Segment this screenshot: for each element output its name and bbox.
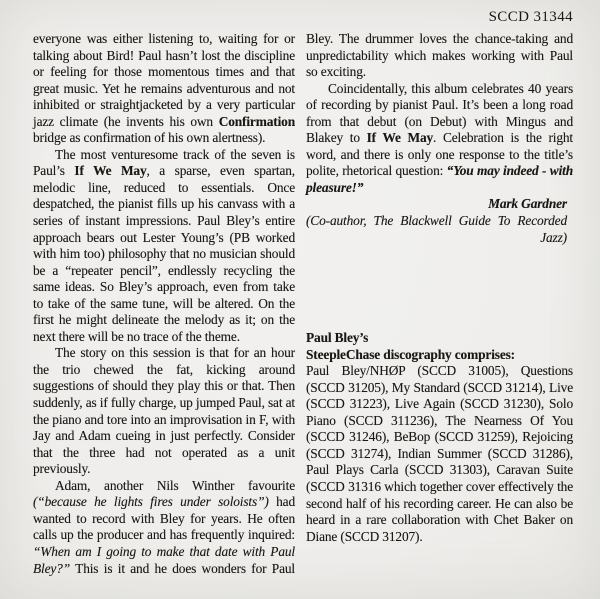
paragraph	[306, 363, 573, 545]
text-run: The most venturesome track of the seven is Paul’s	[33, 146, 295, 179]
text-run: bridge as confirmation of his own alertness).	[33, 130, 266, 146]
text-run: (Co-author, The Blackwell Guide To Recorded Jazz)	[306, 213, 567, 245]
text-run: had wanted to record with Bley for years. He often calls up the producer and has frequently inquired:	[33, 494, 296, 543]
text-run: (“because he lights fires under soloists”)	[33, 494, 269, 510]
text-run: If We May	[74, 163, 147, 179]
paragraph	[33, 147, 295, 346]
paragraph	[33, 31, 295, 147]
paragraph	[306, 31, 573, 81]
text-run: Coincidentally, this album celebrates 40 years of recording by pianist Paul. It’s been a long road from that debut (on Debut) with Mingus and Blakey to	[306, 80, 573, 146]
discography-block	[306, 330, 573, 545]
text-run: , a sparse, even spartan, melodic line, reduced to essentials. Once despatched, the pianist fills up his canvass with a series of instant impressions. Paul Bley’s entire approach bears out Lester Young’s (PB worked with him too) philosophy that no musician should be a “repeater pencil”, endlessly recycling the same ideas. So Bley’s approach, even from take to take of the same tune, will be altered. On the first he might delineate the melody as it; on the next there will be no trace of the theme.	[33, 163, 295, 344]
text-run: The story on this session is that for an hour the trio chewed the fat, kicking around suggestions of should they play this or that. Then suddenly, as if fully charge, up jumped Paul, sat at the piano and tore into an improvisation in F, with Jay and Adam cueing in just perfectly. Consider that the three had not operated as a unit previously.	[33, 345, 295, 477]
text-run: Bley. The drummer loves the chance-taking and unpredictability which makes working with Paul so exciting.	[306, 31, 573, 80]
paragraph	[33, 478, 295, 577]
text-run: “You may indeed - with pleasure!”	[306, 163, 574, 195]
text-run: Paul Bley/NHØP (SCCD 31005), Questions (SCCD 31205), My Standard (SCCD 31214), Live (SCCD 31223), Live Again (SCCD 31230), Solo Piano (SCCD 311236), The Nearness Of You (SCCD 31246), BeBop (SCCD 31259), Rejoicing (SCCD 31274), Indian Summer (SCCD 31286), Paul Plays Carla (SCCD 31303), Caravan Suite (SCCD 31316 which together cover effectively the second half of his recording career. He can also be heard in a rare collaboration with Chet Baker on Diane (SCCD 31207).	[306, 363, 573, 544]
left-column-text	[33, 31, 295, 577]
text-run: . Celebration is the right word, and there is only one response to the title’s polite, rhetorical question:	[306, 130, 573, 179]
two-column-layout	[33, 31, 573, 577]
text-run: “When am I going to make that date with Paul Bley?”	[33, 543, 295, 576]
paragraph	[306, 81, 573, 197]
paragraph	[306, 196, 567, 213]
text-run: Confirmation	[218, 113, 295, 129]
text-run: If We May	[366, 130, 434, 146]
text-run: Mark Gardner	[488, 196, 567, 212]
discography-text	[306, 363, 573, 545]
paragraph	[306, 213, 567, 246]
right-column-text	[306, 31, 573, 196]
paragraph	[33, 345, 295, 477]
left-column	[33, 31, 295, 577]
discography-heading-line1: Paul Bley’s	[306, 330, 369, 346]
column-gap	[306, 246, 573, 330]
signature-block	[306, 196, 573, 246]
text-run: Adam, another Nils Winther favourite	[55, 477, 295, 493]
catalog-number: SCCD 31344	[488, 9, 573, 25]
discography-heading-line2: SteepleChase discography comprises:	[306, 346, 515, 362]
right-column	[306, 31, 573, 577]
text-run: everyone was either listening to, waiting for or talking about Bird! Paul hasn’t lost the discipline or feeling for those momentous times and that great music. Yet he remains adventurous and not inhibited or straightjacketed by a very particular jazz climate (he invents his own	[33, 31, 295, 129]
text-run: This is it and he does wonders for Paul	[70, 560, 295, 576]
